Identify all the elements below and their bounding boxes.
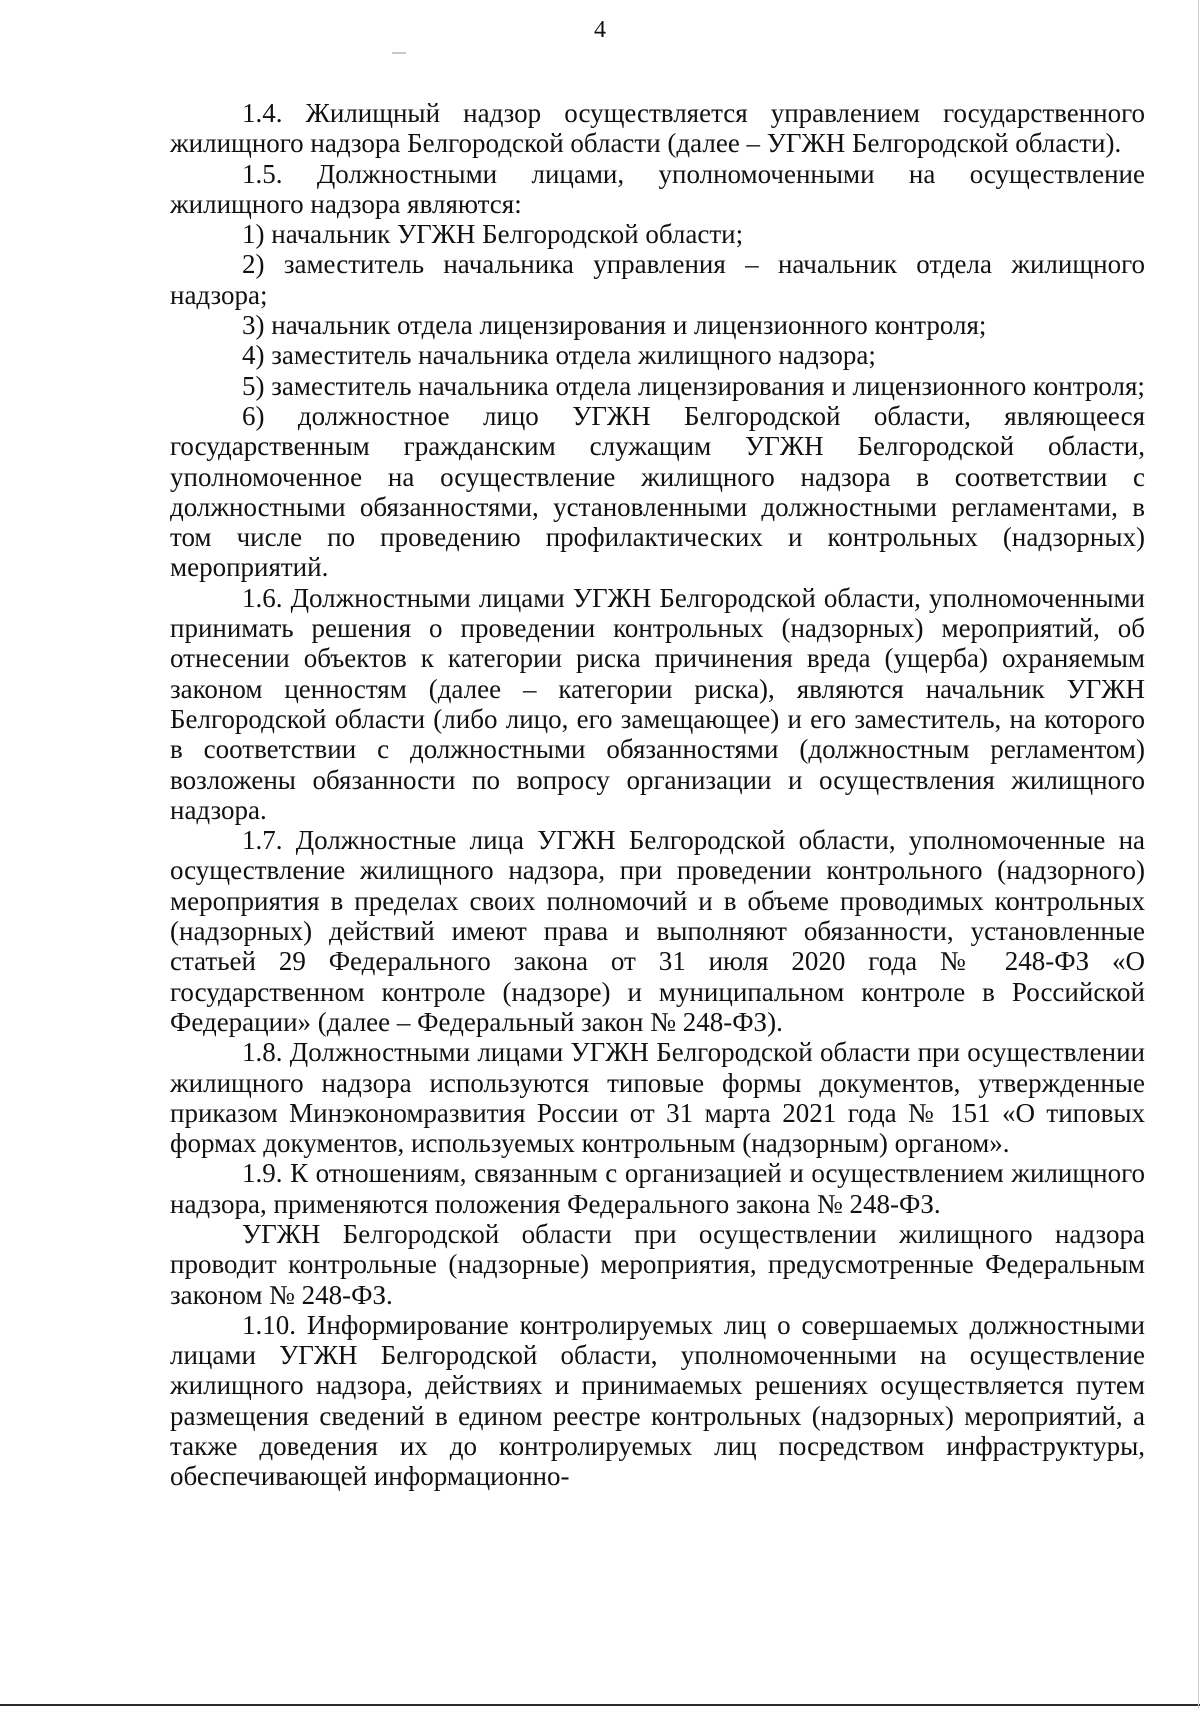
list-item-3: 3) начальник отдела лицензирования и лицензионного контроля; bbox=[242, 310, 987, 341]
paragraph-1-7: 1.7. Должностные лица УГЖН Белгородской области, уполномоченные на осуществление жилищного надзора, при проведении контрольного (надзорного) мероприятия в пределах своих полномочий и в объеме проводимых контрольных (надзорных) действий имеют права и выполняют обязанности, установленные статьей 29 Федерального закона от 31 июля 2020 года № 248-ФЗ «О государственном контроле (надзоре) и муниципальном контроле в Российской Федерации» (далее – Федеральный закон № 248-ФЗ). bbox=[170, 825, 1145, 1037]
paragraph-1-8: 1.8. Должностными лицами УГЖН Белгородской области при осуществлении жилищного надзора используются типовые формы документов, утвержденные приказом Минэкономразвития России от 31 марта 2021 года № 151 «О типовых формах документов, используемых контрольным (надзорным) органом». bbox=[170, 1037, 1145, 1159]
scan-bottom-edge bbox=[0, 1704, 1200, 1706]
paragraph-1-9-continued: УГЖН Белгородской области при осуществлении жилищного надзора проводит контрольные (надзорные) мероприятия, предусмотренные Федеральным законом № 248-ФЗ. bbox=[170, 1218, 1145, 1310]
page-number: 4 bbox=[594, 17, 606, 43]
paragraph-1-5: 1.5. Должностными лицами, уполномоченными на осуществление жилищного надзора являются: bbox=[170, 158, 1145, 219]
list-item-1: 1) начальник УГЖН Белгородской области; bbox=[242, 219, 744, 250]
paragraph-1-10: 1.10. Информирование контролируемых лиц о совершаемых должностными лицами УГЖН Белгородской области, уполномоченными на осуществление жилищного надзора, действиях и принимаемых решениях осуществляется путем размещения сведений в едином реестре контрольных (надзорных) мероприятий, а также доведения их до контролируемых лиц посредством инфраструктуры, обеспечивающей информационно- bbox=[170, 1309, 1145, 1492]
list-item-4: 4) заместитель начальника отдела жилищного надзора; bbox=[242, 340, 876, 371]
paragraph-1-4: 1.4. Жилищный надзор осуществляется управлением государственного жилищного надзора Белгородской области (далее – УГЖН Белгородской области). bbox=[170, 98, 1145, 159]
paragraph-1-9: 1.9. К отношениям, связанным с организацией и осуществлением жилищного надзора, применяются положения Федерального закона № 248-ФЗ. bbox=[170, 1158, 1145, 1219]
list-item-6: 6) должностное лицо УГЖН Белгородской области, являющееся государственным гражданским служащим УГЖН Белгородской области, уполномоченное на осуществление жилищного надзора в соответствии с должностными обязанностями, установленными должностными регламентами, в том числе по проведению профилактических и контрольных (надзорных) мероприятий. bbox=[170, 400, 1145, 583]
document-body bbox=[170, 98, 1145, 1492]
list-item-5: 5) заместитель начальника отдела лицензирования и лицензионного контроля; bbox=[242, 370, 1145, 401]
list-item-2: 2) заместитель начальника управления – начальник отдела жилищного надзора; bbox=[170, 249, 1145, 310]
scan-right-edge bbox=[1198, 0, 1199, 1709]
paragraph-1-6: 1.6. Должностными лицами УГЖН Белгородской области, уполномоченными принимать решения о проведении контрольных (надзорных) мероприятий, об отнесении объектов к категории риска причинения вреда (ущерба) охраняемым законом ценностям (далее – категории риска), являются начальник УГЖН Белгородской области (либо лицо, его замещающее) и его заместитель, на которого в соответствии с должностными обязанностями (должностным регламентом) возложены обязанности по вопросу организации и осуществления жилищного надзора. bbox=[170, 582, 1145, 825]
scan-speck bbox=[392, 52, 406, 54]
